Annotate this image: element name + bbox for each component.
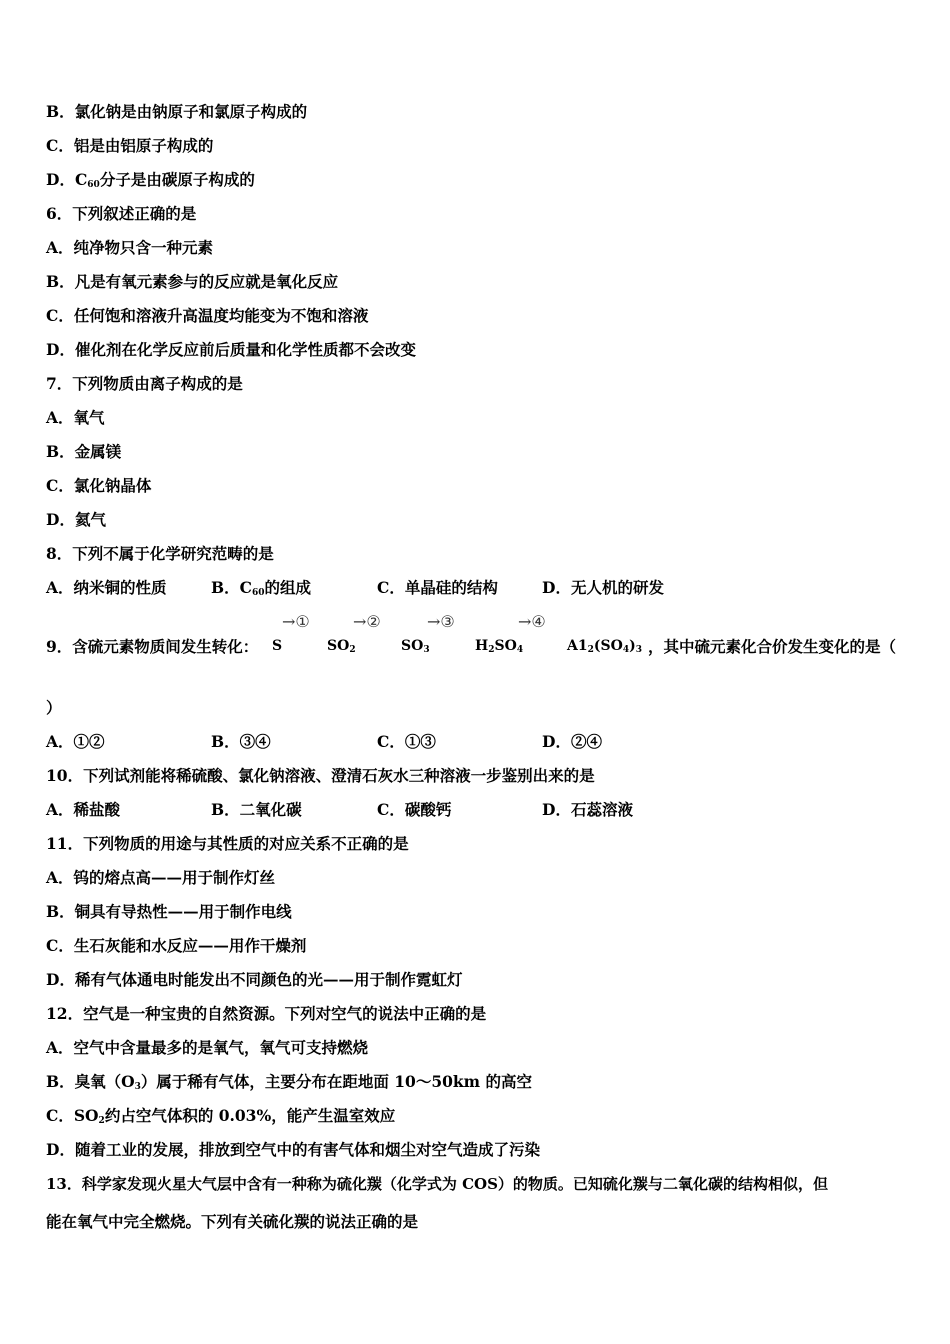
q10-option-c: C．碳酸钙 — [377, 800, 452, 819]
q8-option-a: A．纳米铜的性质 — [46, 578, 167, 597]
q8-stem: 8．下列不属于化学研究范畴的是 — [46, 544, 274, 563]
q9-option-c: C．①③ — [377, 732, 436, 751]
q8-option-c: C．单晶硅的结构 — [377, 578, 498, 597]
q5-option-c: C．铝是由铝原子构成的 — [46, 136, 214, 155]
q9-so3: $SO_3$ — [401, 638, 430, 655]
q9-stem-end: ，其中硫元素化合价发生变化的是（ — [648, 637, 897, 656]
q13-stem-line1: 13．科学家发现火星大气层中含有一种称为硫化羰（化学式为 COS）的物质。已知硫化羰与二氧化碳的结构相似，但 — [46, 1175, 828, 1193]
q10-option-a: A．稀盐酸 — [46, 800, 121, 819]
q9-arrow-4: →④ — [518, 612, 546, 631]
q11-stem: 11．下列物质的用途与其性质的对应关系不正确的是 — [46, 834, 409, 853]
q11-option-d: D．稀有气体通电时能发出不同颜色的光——用于制作霓虹灯 — [46, 970, 463, 989]
q11-option-a: A．钨的熔点高——用于制作灯丝 — [46, 868, 276, 887]
q9-close-paren: ） — [46, 698, 62, 717]
q10-stem: 10．下列试剂能将稀硫酸、氯化钠溶液、澄清石灰水三种溶液一步鉴别出来的是 — [46, 766, 595, 785]
q5-option-d: D．$C_{60}$分子是由碳原子构成的 — [46, 170, 255, 190]
q10-option-b: B．二氧化碳 — [211, 800, 302, 819]
q7-stem: 7．下列物质由离子构成的是 — [46, 374, 243, 393]
q6-option-c: C．任何饱和溶液升高温度均能变为不饱和溶液 — [46, 306, 369, 325]
q9-stem: 9．含硫元素物质间发生转化： — [46, 637, 259, 656]
q9-so2: $SO_2$ — [327, 638, 356, 655]
q6-option-a: A．纯净物只含一种元素 — [46, 238, 214, 257]
q7-option-d: D．氦气 — [46, 510, 106, 529]
q12-option-d: D．随着工业的发展，排放到空气中的有害气体和烟尘对空气造成了污染 — [46, 1140, 540, 1159]
q12-option-c: C．$SO_2$约占空气体积的 0.03%，能产生温室效应 — [46, 1106, 396, 1126]
q9-h2so4: $H_2SO_4$ — [475, 638, 524, 655]
q11-option-c: C．生石灰能和水反应——用作干燥剂 — [46, 936, 307, 955]
q7-option-b: B．金属镁 — [46, 442, 122, 461]
q9-option-d: D．②④ — [542, 732, 602, 751]
q9-option-a: A．①② — [46, 732, 105, 751]
q6-option-b: B．凡是有氧元素参与的反应就是氧化反应 — [46, 272, 339, 291]
q10-option-d: D．石蕊溶液 — [542, 800, 633, 819]
q9-arrow-2: →② — [353, 612, 381, 631]
q7-option-a: A．氧气 — [46, 408, 105, 427]
q6-option-d: D．催化剂在化学反应前后质量和化学性质都不会改变 — [46, 340, 416, 359]
q7-option-c: C．氯化钠晶体 — [46, 476, 152, 495]
q8-option-b: B．$C_{60}$的组成 — [211, 578, 311, 598]
q12-option-b: B．臭氧$(O_3)$属于稀有气体，主要分布在距地面 10～50km 的高空 — [46, 1072, 532, 1092]
q13-stem-line2: 能在氧气中完全燃烧。下列有关硫化羰的说法正确的是 — [46, 1212, 419, 1231]
q9-option-b: B．③④ — [211, 732, 271, 751]
q9-al2so43: $A1_2(SO_4)_3$ — [567, 638, 642, 655]
q11-option-b: B．铜具有导热性——用于制作电线 — [46, 902, 292, 921]
q12-stem: 12．空气是一种宝贵的自然资源。下列对空气的说法中正确的是 — [46, 1004, 487, 1023]
q8-option-d: D．无人机的研发 — [542, 578, 664, 597]
q12-option-a: A．空气中含量最多的是氧气，氧气可支持燃烧 — [46, 1038, 369, 1057]
q6-stem: 6．下列叙述正确的是 — [46, 204, 197, 223]
q9-arrow-1: →① — [282, 612, 310, 631]
q5-option-b: B．氯化钠是由钠原子和氯原子构成的 — [46, 102, 308, 121]
q9-arrow-3: →③ — [427, 612, 455, 631]
q9-s: S — [272, 638, 283, 654]
